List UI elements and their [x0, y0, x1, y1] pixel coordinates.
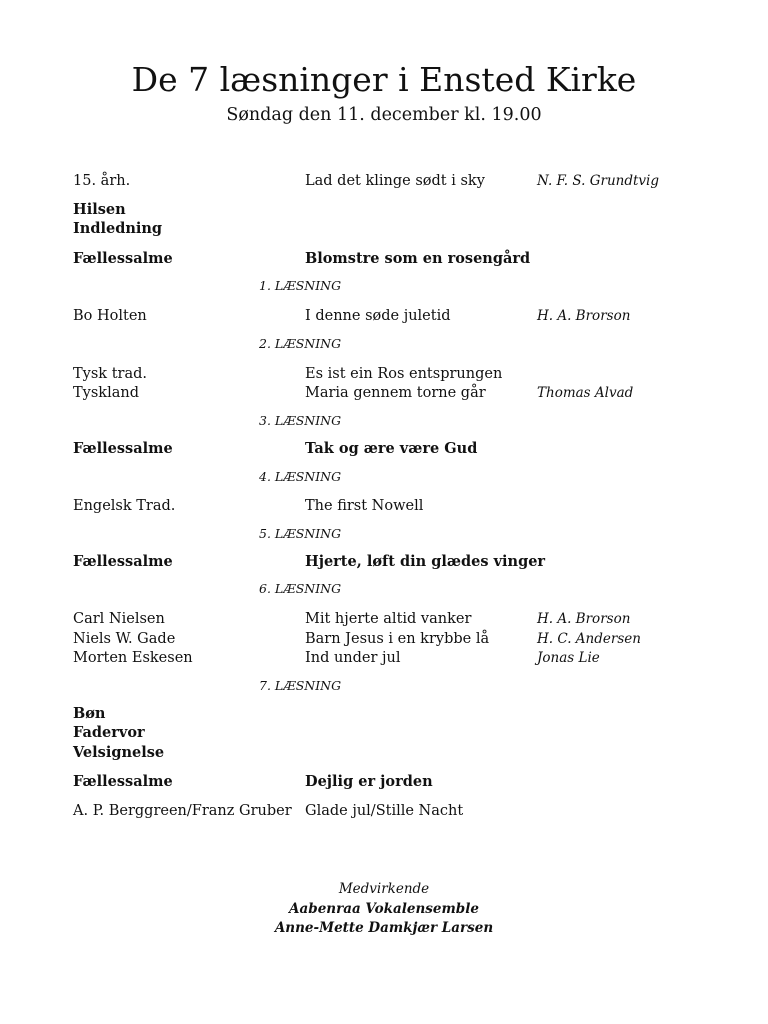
composer: Tysk trad. [73, 366, 147, 382]
program-row [0, 439, 768, 459]
hymn-title: Hjerte, løft din glædes vinger [305, 553, 546, 570]
reading-label: 6. LÆSNING [259, 581, 342, 596]
song-title: Barn Jesus i en krybbe lå [305, 631, 490, 647]
program-row [0, 723, 768, 743]
song-title: Es ist ein Ros entsprungen [305, 366, 503, 382]
reading-label: 7. LÆSNING [259, 678, 342, 693]
page-title: De 7 læsninger i Ensted Kirke [131, 60, 637, 99]
lyricist: Thomas Alvad [537, 385, 634, 401]
hymn-label: Fællessalme [73, 440, 173, 457]
hymn-label: Fællessalme [73, 250, 173, 267]
program-row [0, 552, 768, 572]
song-title: Lad det klinge sødt i sky [305, 173, 485, 189]
program-row [0, 801, 768, 821]
program-row [0, 219, 768, 239]
reading-label: 2. LÆSNING [259, 336, 342, 351]
program-row [0, 648, 768, 668]
page-subtitle: Søndag den 11. december kl. 19.00 [226, 105, 542, 125]
reading-label: 5. LÆSNING [259, 526, 342, 541]
composer: 15. årh. [73, 173, 131, 189]
hymn-label: Fællessalme [73, 553, 173, 570]
composer: A. P. Berggreen/Franz Gruber [73, 803, 292, 819]
program-row [0, 171, 768, 191]
program-row [0, 743, 768, 763]
program-row [0, 383, 768, 403]
program-row [0, 496, 768, 516]
song-title: The first Nowell [305, 498, 424, 514]
composer: Niels W. Gade [73, 631, 176, 647]
credits-performer: Anne-Mette Damkjær Larsen [274, 920, 494, 936]
song-title: Maria gennem torne går [305, 385, 486, 401]
song-title: Glade jul/Stille Nacht [305, 803, 464, 819]
program-row [0, 200, 768, 220]
composer: Carl Nielsen [73, 611, 165, 627]
lyricist: H. A. Brorson [537, 611, 631, 627]
composer: Engelsk Trad. [73, 498, 176, 514]
program-row [0, 629, 768, 649]
lyricist: N. F. S. Grundtvig [537, 173, 660, 189]
composer: Morten Eskesen [73, 650, 193, 666]
liturgy-item: Hilsen [73, 201, 126, 218]
song-title: I denne søde juletid [305, 308, 451, 324]
song-title: Mit hjerte altid vanker [305, 611, 472, 627]
song-title: Ind under jul [305, 650, 401, 666]
program-row [0, 609, 768, 629]
reading-label: 4. LÆSNING [259, 469, 342, 484]
lyricist: H. C. Andersen [537, 631, 641, 647]
credits-heading: Medvirkende [338, 881, 430, 897]
composer: Tyskland [73, 385, 139, 401]
program-row [0, 306, 768, 326]
lyricist: Jonas Lie [537, 650, 600, 666]
program-row [0, 704, 768, 724]
credits-ensemble: Aabenraa Vokalensemble [289, 901, 479, 917]
program-row [0, 364, 768, 384]
reading-label: 3. LÆSNING [259, 413, 342, 428]
hymn-title: Blomstre som en rosengård [305, 250, 531, 267]
composer: Bo Holten [73, 308, 147, 324]
liturgy-item: Bøn [73, 705, 106, 722]
reading-label: 1. LÆSNING [259, 278, 342, 293]
lyricist: H. A. Brorson [537, 308, 631, 324]
program-row [0, 772, 768, 792]
liturgy-item: Fadervor [73, 724, 145, 741]
liturgy-item: Velsignelse [73, 744, 165, 761]
hymn-title: Dejlig er jorden [305, 773, 433, 790]
hymn-label: Fællessalme [73, 773, 173, 790]
program-row [0, 249, 768, 269]
hymn-title: Tak og ære være Gud [305, 440, 478, 457]
liturgy-item: Indledning [73, 220, 163, 237]
